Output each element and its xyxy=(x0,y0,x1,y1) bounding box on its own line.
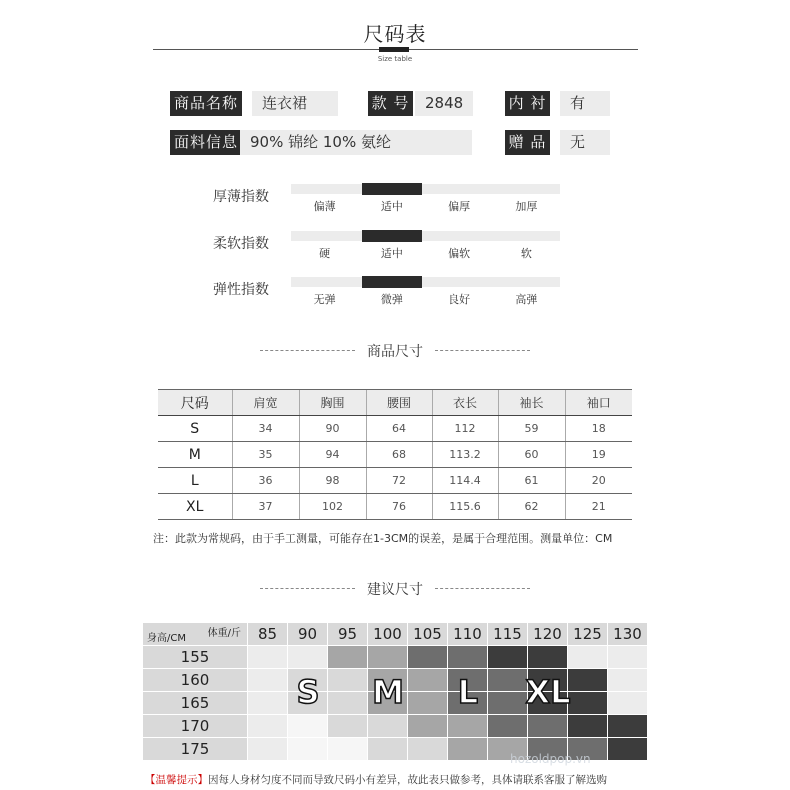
index-scale-bar xyxy=(291,231,560,241)
weight-header-cell: 130 xyxy=(608,623,648,646)
size-label-l: L xyxy=(457,673,479,711)
size-value-cell: 113.2 xyxy=(432,442,498,468)
size-value-cell: 94 xyxy=(299,442,366,468)
corner-height-label: 身高/CM xyxy=(147,633,186,644)
size-row xyxy=(158,494,632,520)
size-name-cell: M xyxy=(158,442,232,468)
size-name-cell: L xyxy=(158,468,232,494)
recommend-cell xyxy=(248,738,288,761)
size-value-cell: 21 xyxy=(565,494,632,520)
index-option: 高弹 xyxy=(515,293,538,306)
weight-header-cell: 120 xyxy=(528,623,568,646)
size-header-cell: 胸围 xyxy=(299,390,366,416)
height-header-cell: 155 xyxy=(143,646,248,669)
recommend-cell xyxy=(328,715,368,738)
size-label-xl: XL xyxy=(525,673,571,711)
section-divider-right xyxy=(435,350,530,351)
gift-value: 无 xyxy=(560,130,610,155)
size-value-cell: 36 xyxy=(232,468,299,494)
size-header-cell: 袖长 xyxy=(498,390,565,416)
size-value-cell: 59 xyxy=(498,416,565,442)
index-option: 软 xyxy=(520,247,532,260)
recommend-cell xyxy=(248,646,288,669)
size-value-cell: 35 xyxy=(232,442,299,468)
recommend-cell xyxy=(528,715,568,738)
size-value-cell: 112 xyxy=(432,416,498,442)
size-header-cell: 腰围 xyxy=(366,390,432,416)
gift-label: 赠 品 xyxy=(505,130,550,155)
section-divider-left xyxy=(260,588,355,589)
recommend-cell xyxy=(368,715,408,738)
recommend-cell xyxy=(608,669,648,692)
index-option: 无弹 xyxy=(313,293,336,306)
size-table-header xyxy=(158,390,632,416)
size-header-cell: 衣长 xyxy=(432,390,498,416)
weight-header-cell: 100 xyxy=(368,623,408,646)
recommend-cell xyxy=(608,692,648,715)
height-header-cell: 165 xyxy=(143,692,248,715)
rec-note xyxy=(145,772,607,787)
weight-header-cell: 90 xyxy=(288,623,328,646)
weight-header-cell: 115 xyxy=(488,623,528,646)
weight-header-cell: 95 xyxy=(328,623,368,646)
weight-header-cell: 85 xyxy=(248,623,288,646)
recommend-cell xyxy=(448,715,488,738)
lining-label: 内 衬 xyxy=(505,91,550,116)
product-name-label: 商品名称 xyxy=(170,91,242,116)
index-option: 良好 xyxy=(448,293,471,306)
rec-note-text: 因每人身材匀度不同而导致尺码小有差异，故此表只做参考，具体请联系客服了解选购 xyxy=(208,774,607,786)
title-accent-bar xyxy=(379,47,409,52)
page-title: 尺码表 xyxy=(363,22,427,46)
recommend-cell xyxy=(328,646,368,669)
size-name-cell: S xyxy=(158,416,232,442)
index-selected-marker xyxy=(362,276,421,288)
recommend-cell xyxy=(448,646,488,669)
recommend-cell xyxy=(488,715,528,738)
index-option: 偏薄 xyxy=(313,200,336,213)
index-option: 微弹 xyxy=(380,293,403,306)
index-option: 适中 xyxy=(380,247,403,260)
height-header-cell: 160 xyxy=(143,669,248,692)
size-header-cell: 肩宽 xyxy=(232,390,299,416)
grid-corner-cell xyxy=(143,623,248,646)
size-value-cell: 34 xyxy=(232,416,299,442)
size-value-cell: 64 xyxy=(366,416,432,442)
size-value-cell: 68 xyxy=(366,442,432,468)
size-value-cell: 114.4 xyxy=(432,468,498,494)
size-header-cell: 袖口 xyxy=(565,390,632,416)
size-table xyxy=(158,389,632,520)
index-label: 弹性指数 xyxy=(213,282,269,298)
index-label: 柔软指数 xyxy=(213,236,269,252)
size-value-cell: 60 xyxy=(498,442,565,468)
recommend-cell xyxy=(288,715,328,738)
index-option: 适中 xyxy=(380,200,403,213)
size-value-cell: 19 xyxy=(565,442,632,468)
weight-header-cell: 105 xyxy=(408,623,448,646)
style-no-label: 款 号 xyxy=(368,91,413,116)
recommend-cell xyxy=(328,738,368,761)
size-value-cell: 102 xyxy=(299,494,366,520)
height-header-cell: 175 xyxy=(143,738,248,761)
index-selected-marker xyxy=(362,183,421,195)
recommend-cell xyxy=(568,646,608,669)
section-divider-right xyxy=(435,588,530,589)
watermark: hozoldpop.vn xyxy=(510,752,591,766)
recommend-cell xyxy=(368,646,408,669)
style-no-value: 2848 xyxy=(415,91,473,116)
recommend-cell xyxy=(288,646,328,669)
size-label-m: M xyxy=(372,673,404,711)
fabric-value: 90% 锦纶 10% 氨纶 xyxy=(240,130,472,155)
recommend-cell xyxy=(368,738,408,761)
index-selected-marker xyxy=(362,230,421,242)
index-scale-bar xyxy=(291,277,560,287)
index-option: 偏厚 xyxy=(448,200,471,213)
size-header-cell: 尺码 xyxy=(158,390,232,416)
height-header-cell: 170 xyxy=(143,715,248,738)
size-value-cell: 98 xyxy=(299,468,366,494)
size-value-cell: 72 xyxy=(366,468,432,494)
recommend-cell xyxy=(608,646,648,669)
rec-section-title: 建议尺寸 xyxy=(367,582,423,598)
recommend-cell xyxy=(408,715,448,738)
size-value-cell: 37 xyxy=(232,494,299,520)
size-value-cell: 62 xyxy=(498,494,565,520)
fabric-label: 面料信息 xyxy=(170,130,242,155)
size-row xyxy=(158,442,632,468)
recommend-cell xyxy=(528,646,568,669)
rec-note-prefix: 【温馨提示】 xyxy=(145,774,208,786)
size-section-title: 商品尺寸 xyxy=(367,344,423,360)
product-name-value: 连衣裙 xyxy=(252,91,338,116)
recommend-cell xyxy=(448,738,488,761)
size-row xyxy=(158,468,632,494)
index-label: 厚薄指数 xyxy=(213,189,269,205)
lining-value: 有 xyxy=(560,91,610,116)
weight-header-cell: 125 xyxy=(568,623,608,646)
recommend-cell xyxy=(608,715,648,738)
size-value-cell: 76 xyxy=(366,494,432,520)
size-name-cell: XL xyxy=(158,494,232,520)
page-subtitle: Size table xyxy=(377,55,413,63)
size-value-cell: 90 xyxy=(299,416,366,442)
recommend-cell xyxy=(608,738,648,761)
weight-header-cell: 110 xyxy=(448,623,488,646)
size-label-s: S xyxy=(296,673,320,711)
index-option: 偏软 xyxy=(448,247,471,260)
recommend-cell xyxy=(288,738,328,761)
recommend-cell xyxy=(568,715,608,738)
size-value-cell: 18 xyxy=(565,416,632,442)
size-row xyxy=(158,416,632,442)
size-value-cell: 115.6 xyxy=(432,494,498,520)
recommend-cell xyxy=(408,738,448,761)
recommend-cell xyxy=(408,646,448,669)
recommend-cell xyxy=(248,715,288,738)
size-note: 注：此款为常规码，由于手工测量，可能存在1-3CM的误差，是属于合理范围。测量单位：CM xyxy=(153,532,613,545)
index-option: 加厚 xyxy=(515,200,538,213)
size-value-cell: 61 xyxy=(498,468,565,494)
size-value-cell: 20 xyxy=(565,468,632,494)
index-scale-bar xyxy=(291,184,560,194)
index-option: 硬 xyxy=(319,247,331,260)
recommend-cell xyxy=(488,646,528,669)
corner-weight-label: 体重/斤 xyxy=(207,628,241,639)
section-divider-left xyxy=(260,350,355,351)
